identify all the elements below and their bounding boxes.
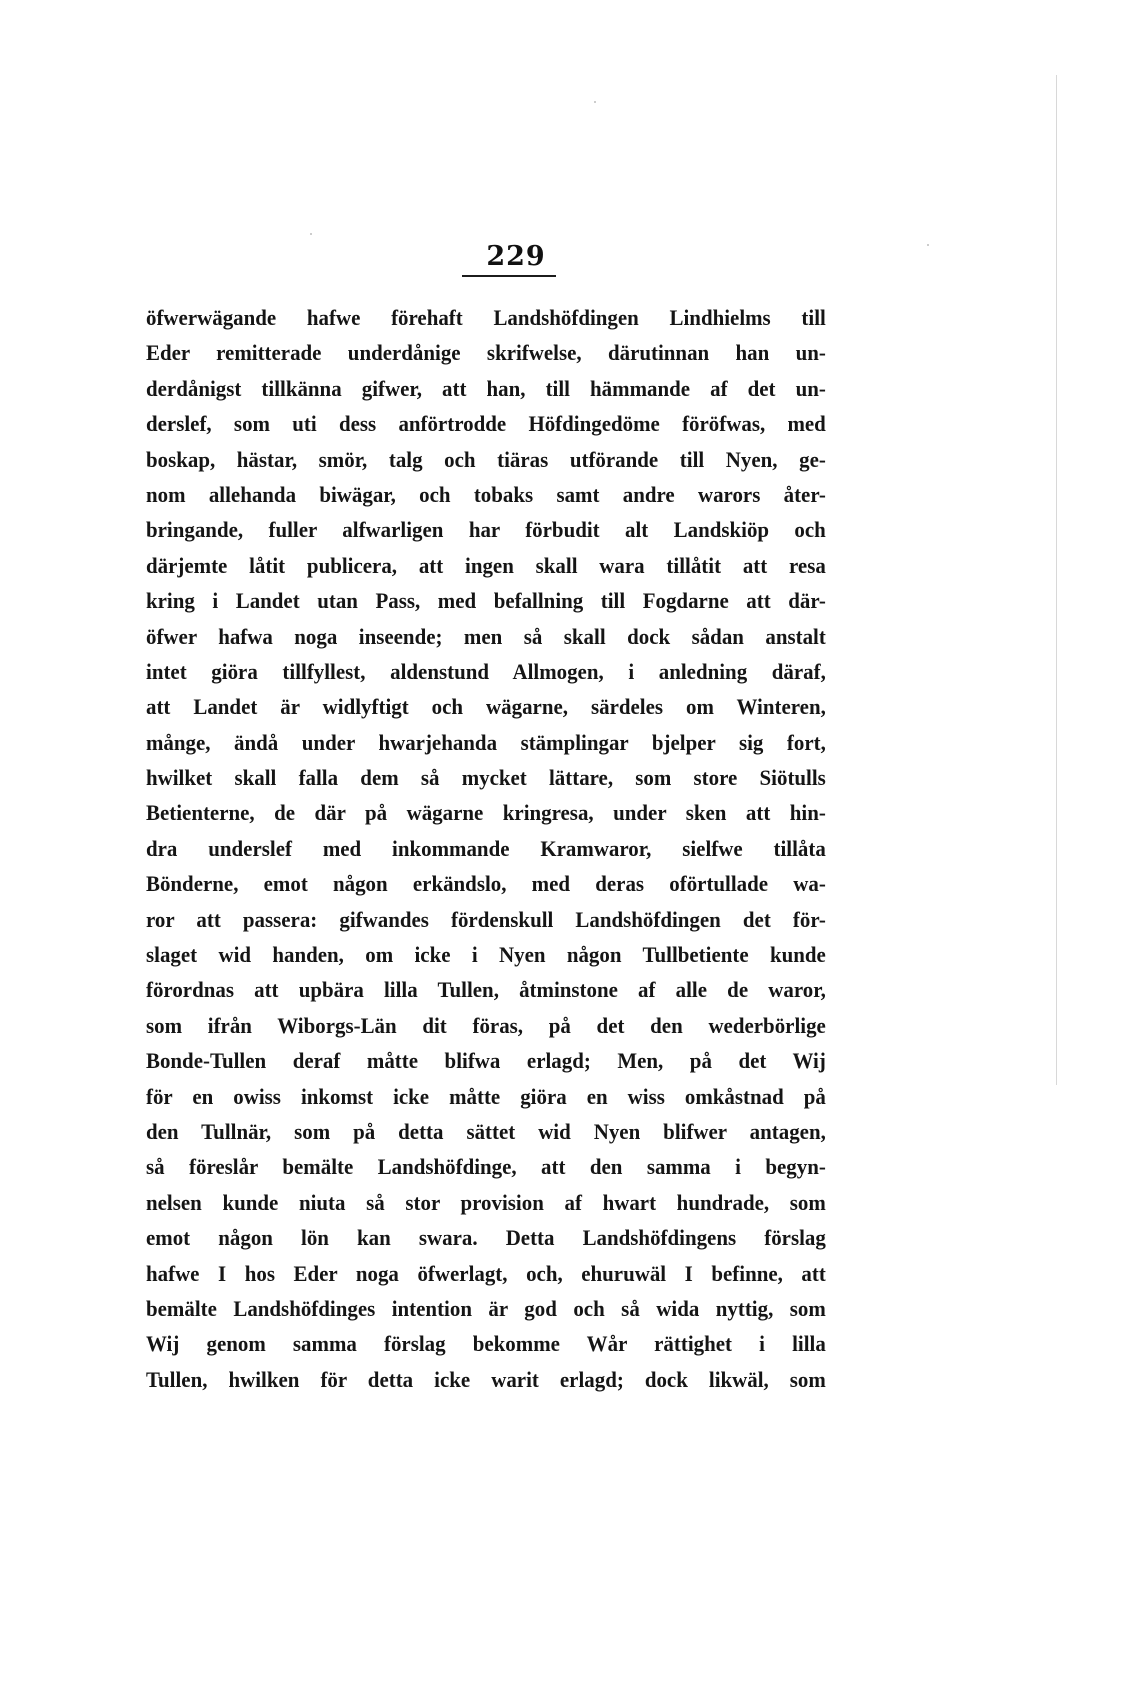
text-line: ror att passera: gifwandes fördenskull Landshöfdingen det för- [146,906,826,932]
header-rule [462,275,556,277]
text-line: som ifrån Wiborgs-Län dit föras, på det den wederbörlige [146,1012,826,1038]
text-line: öfwerwägande hafwe förehaft Landshöfdingen Lindhielms till [146,305,826,330]
text-line: hwilket skall falla dem så mycket lättare, som store Siötulls [146,765,826,791]
text-line: den Tullnär, som på detta sättet wid Nyen blifwer antagen, [146,1118,826,1144]
text-line: derslef, som uti dess anförtrodde Höfdingedöme föröfwas, med [146,411,826,437]
text-line: kring i Landet utan Pass, med befallning till Fogdarne att där- [146,588,826,614]
text-line: bringande, fuller alfwarligen har förbudit alt Landskiöp och [146,517,826,543]
text-line: boskap, hästar, smör, talg och tiäras utförande till Nyen, ge- [146,446,826,472]
text-line: för en owiss inkomst icke måtte giöra en wiss omkåstnad på [146,1083,826,1109]
text-line: Tullen, hwilken för detta icke warit erlagd; dock likwäl, som [146,1366,826,1392]
text-line: öfwer hafwa noga inseende; men så skall dock sådan anstalt [146,623,826,649]
page-number: 229 [486,241,546,272]
text-line: derdånigst tillkänna gifwer, att han, till hämmande af det un- [146,375,826,401]
paper-speck [594,101,596,103]
text-line: dra underslef med inkommande Kramwaror, sielfwe tillåta [146,835,826,861]
text-line: nelsen kunde niuta så stor provision af hwart hundrade, som [146,1189,826,1215]
text-line: att Landet är widlyftigt och wägarne, särdeles om Winteren, [146,694,826,720]
paper-speck [927,244,929,246]
text-line: slaget wid handen, om icke i Nyen någon Tullbetiente kunde [146,942,826,968]
text-line: bemälte Landshöfdinges intention är god och så wida nyttig, som [146,1295,826,1321]
text-line: månge, ändå under hwarjehanda stämplingar bjelper sig fort, [146,729,826,755]
text-line: Eder remitterade underdånige skrifwelse, därutinnan han un- [146,340,826,366]
text-line: Wij genom samma förslag bekomme Wår rättighet i lilla [146,1331,826,1357]
text-line: Betienterne, de där på wägarne kringresa, under sken att hin- [146,800,826,826]
paper-speck [310,233,312,235]
text-line: så föreslår bemälte Landshöfdinge, att den samma i begyn- [146,1154,826,1180]
text-line: därjemte låtit publicera, att ingen skall wara tillåtit att resa [146,552,826,578]
text-line: förordnas att upbära lilla Tullen, åtminstone af alle de waror, [146,977,826,1003]
text-line: Bonde-Tullen deraf måtte blifwa erlagd; Men, på det Wij [146,1048,826,1074]
text-line: intet giöra tillfyllest, aldenstund Allmogen, i anledning däraf, [146,658,826,684]
text-line: Bönderne, emot någon erkändslo, med deras oförtullade wa- [146,871,826,897]
body-text [146,300,826,1397]
text-line: nom allehanda biwägar, och tobaks samt andre warors åter- [146,481,826,507]
text-line: hafwe I hos Eder noga öfwerlagt, och, ehuruwäl I befinne, att [146,1260,826,1286]
text-line: emot någon lön kan swara. Detta Landshöfdingens förslag [146,1225,826,1251]
page-edge-line [1056,75,1057,1085]
